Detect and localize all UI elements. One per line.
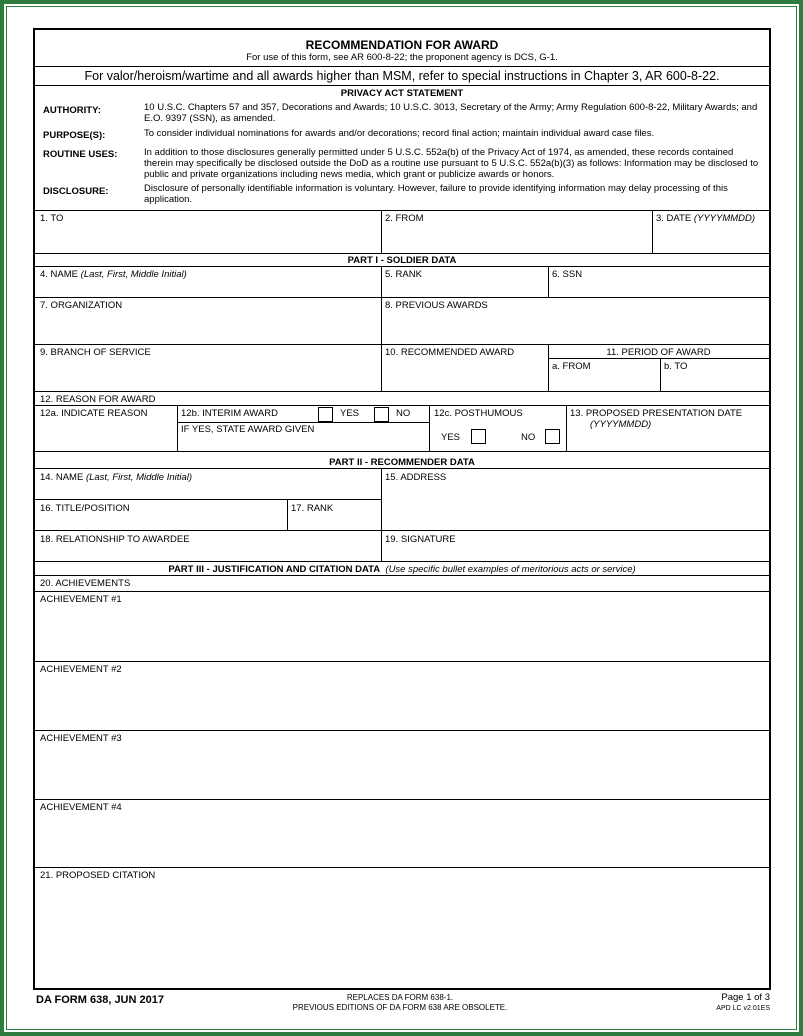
interim-award-given-field[interactable]: IF YES, STATE AWARD GIVEN — [181, 424, 315, 435]
signature-field[interactable]: 19. SIGNATURE — [385, 534, 456, 545]
achievement-2-field[interactable]: ACHIEVEMENT #2 — [40, 664, 122, 675]
from-field[interactable]: 2. FROM — [385, 213, 424, 224]
interim-no-checkbox[interactable] — [374, 407, 389, 422]
part1-title: PART I - SOLDIER DATA — [347, 255, 457, 266]
disclosure-label: DISCLOSURE: — [43, 186, 109, 197]
posthumous-yes-label: YES — [441, 432, 461, 443]
posthumous-no-checkbox[interactable] — [545, 429, 560, 444]
purpose-text: To consider individual nominations for awards and/or decorations; record final action; maintain individual award case files. — [144, 128, 655, 139]
routine-uses-text: In addition to those disclosures generally permitted under 5 U.S.C. 552a(b) of the Privacy Act of 1974, as amended, these records contained therein may specifically be disclosed outside the DoD as a routine use pursuant to 5 U.S.C. 552a(b)(3) as follows: Information may be disclosed to public and private organizations including news media, which grant or publicize awards or honors. — [144, 147, 759, 180]
relationship-field[interactable]: 18. RELATIONSHIP TO AWARDEE — [40, 534, 190, 545]
special-instructions-notice: For valor/heroism/wartime and all awards higher than MSM, refer to special instructions in Chapter 3, AR 600-8-22. — [84, 69, 720, 83]
posthumous-no-label: NO — [521, 432, 536, 443]
authority-text: 10 U.S.C. Chapters 57 and 357, Decorations and Awards; 10 U.S.C. 3013, Secretary of the Army; Army Regulation 600-8-22, Military Awards; and E.O. 9397 (SSN), as amended. — [144, 102, 758, 124]
organization-field[interactable]: 7. ORGANIZATION — [40, 300, 123, 311]
soldier-rank-field[interactable]: 5. RANK — [385, 269, 422, 280]
presentation-date-hint: (YYYYMMDD) — [590, 419, 652, 430]
award-form — [33, 28, 771, 990]
recommender-rank-field[interactable]: 17. RANK — [291, 503, 334, 514]
interim-no-label: NO — [396, 408, 411, 419]
recommended-award-field[interactable]: 10. RECOMMENDED AWARD — [385, 347, 515, 358]
indicate-reason-field[interactable]: 12a. INDICATE REASON — [40, 408, 148, 419]
page-number: Page 1 of 3 — [721, 992, 770, 1003]
part2-title: PART II - RECOMMENDER DATA — [329, 457, 475, 468]
soldier-name-field[interactable]: 4. NAME (Last, First, Middle Initial) — [40, 269, 187, 280]
disclosure-text: Disclosure of personally identifiable information is voluntary. However, failure to provide identifying information may delay processing of this application. — [144, 183, 728, 205]
privacy-act-title: PRIVACY ACT STATEMENT — [340, 88, 464, 99]
presentation-date-field[interactable]: 13. PROPOSED PRESENTATION DATE — [570, 408, 743, 419]
previous-awards-field[interactable]: 8. PREVIOUS AWARDS — [385, 300, 488, 311]
period-of-award-label: 11. PERIOD OF AWARD — [606, 347, 711, 358]
achievements-label: 20. ACHIEVEMENTS — [40, 578, 131, 589]
to-field[interactable]: 1. TO — [40, 213, 64, 224]
interim-yes-checkbox[interactable] — [318, 407, 333, 422]
interim-yes-label: YES — [340, 408, 360, 419]
form-subtitle: For use of this form, see AR 600-8-22; the proponent agency is DCS, G-1. — [246, 52, 558, 63]
title-position-field[interactable]: 16. TITLE/POSITION — [40, 503, 130, 514]
form-title: RECOMMENDATION FOR AWARD — [305, 38, 499, 52]
period-from-field[interactable]: a. FROM — [552, 361, 591, 372]
part3-title: PART III - JUSTIFICATION AND CITATION DATA (Use specific bullet examples of meritorious acts or service) — [168, 564, 636, 575]
purpose-label: PURPOSE(S): — [43, 130, 106, 141]
branch-of-service-field[interactable]: 9. BRANCH OF SERVICE — [40, 347, 151, 358]
date-field[interactable]: 3. DATE (YYYYMMDD) — [656, 213, 756, 224]
authority-label: AUTHORITY: — [43, 105, 101, 116]
recommender-name-field[interactable]: 14. NAME (Last, First, Middle Initial) — [40, 472, 193, 483]
soldier-ssn-field[interactable]: 6. SSN — [552, 269, 583, 280]
posthumous-label: 12c. POSTHUMOUS — [434, 408, 523, 419]
routine-uses-label: ROUTINE USES: — [43, 149, 118, 160]
interim-award-label: 12b. INTERIM AWARD — [181, 408, 278, 419]
form-number: DA FORM 638, JUN 2017 — [36, 994, 164, 1006]
achievement-3-field[interactable]: ACHIEVEMENT #3 — [40, 733, 122, 744]
reason-for-award-label: 12. REASON FOR AWARD — [40, 394, 156, 405]
recommender-address-field[interactable]: 15. ADDRESS — [385, 472, 447, 483]
achievement-1-field[interactable]: ACHIEVEMENT #1 — [40, 594, 122, 605]
proposed-citation-field[interactable]: 21. PROPOSED CITATION — [40, 870, 156, 881]
posthumous-yes-checkbox[interactable] — [471, 429, 486, 444]
achievement-4-field[interactable]: ACHIEVEMENT #4 — [40, 802, 122, 813]
replaces-note: REPLACES DA FORM 638-1. — [346, 993, 454, 1002]
version-code: APD LC v2.01ES — [716, 1005, 770, 1012]
period-to-field[interactable]: b. TO — [664, 361, 688, 372]
obsolete-note: PREVIOUS EDITIONS OF DA FORM 638 ARE OBSOLETE. — [292, 1003, 508, 1012]
